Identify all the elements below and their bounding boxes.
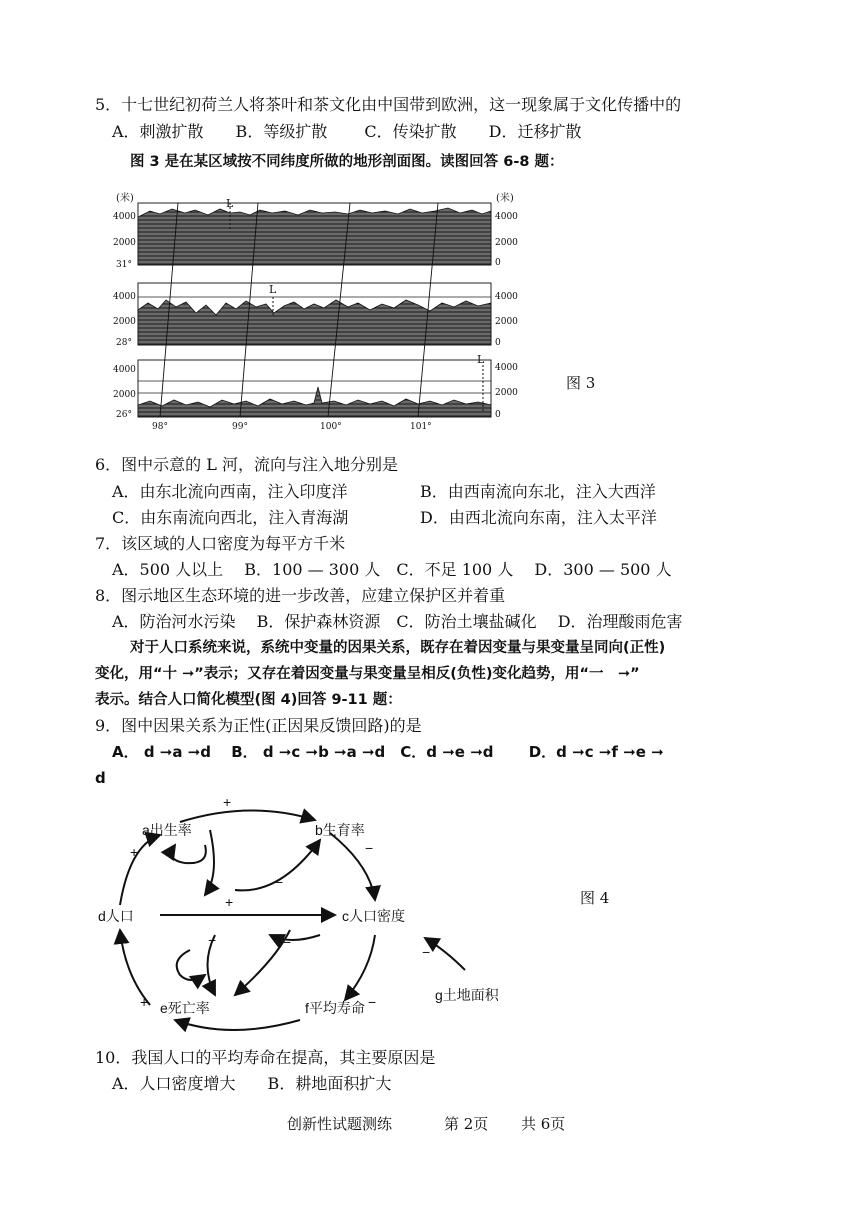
q8-stem: 8．图示地区生态环境的进一步改善，应建立保护区并着重	[95, 586, 506, 605]
node-a-birth-rate: a出生率	[142, 822, 192, 838]
sign-fe: −	[230, 1022, 239, 1038]
q6-option-c: C．由东南流向西北，注入青海湖	[112, 508, 349, 527]
p1-rtick-2000: 2000	[495, 238, 518, 248]
q5-options: A．刺激扩散 B．等级扩散 C．传染扩散 D．迁移扩散	[112, 122, 582, 141]
lon-101: 101°	[410, 422, 432, 432]
fig4-intro-line3: 表示。结合人口简化模型(图 4)回答 9-11 题：	[95, 692, 402, 708]
sign-ab: +	[223, 794, 232, 810]
lon-98: 98°	[152, 422, 168, 432]
fig4-intro-line1: 对于人口系统来说，系统中变量的因果关系，既存在着因变量与果变量呈同向(正性)	[130, 640, 666, 656]
sign-cb: −	[365, 840, 374, 856]
p3-ytick-2000: 2000	[113, 390, 136, 400]
q6-option-d: D．由西北流向东南，注入太平洋	[420, 508, 657, 527]
node-d-population: d人口	[98, 908, 134, 924]
node-g-land-area: g土地面积	[435, 987, 499, 1003]
unit-left: (米)	[116, 193, 134, 204]
node-b-fertility-rate: b生育率	[315, 822, 365, 838]
fig3-intro: 图 3 是在某区域按不同纬度所做的地形剖面图。读图回答 6-8 题：	[130, 154, 564, 170]
unit-right: (米)	[496, 193, 514, 204]
fig4-intro-line2: 变化，用“十 ➞”表示；又存在着因变量与果变量呈相反(负性)变化趋势，用“一 ➞”	[95, 666, 640, 682]
p2-ytick-2000: 2000	[113, 317, 136, 327]
node-f-life-expectancy: f平均寿命	[305, 1000, 365, 1016]
sign-cf2: −	[368, 994, 377, 1010]
p3-lat: 26°	[116, 410, 132, 420]
q6-option-b: B．由西南流向东北，注入大西洋	[420, 482, 656, 501]
q6-option-a: A．由东北流向西南，注入印度洋	[112, 482, 348, 501]
p1-river-label: L	[226, 197, 234, 210]
p1-lat: 31°	[116, 260, 132, 270]
sign-ba: −	[275, 874, 284, 890]
q8-options: A．防治河水污染 B．保护森林资源 C．防治土壤盐碱化 D．治理酸雨危害	[112, 612, 683, 631]
lon-100: 100°	[320, 422, 342, 432]
q6-stem: 6．图中示意的 L 河，流向与注入地分别是	[95, 455, 398, 474]
q7-options: A．500 人以上 B．100 — 300 人 C．不足 100 人 D．300 — 500 人	[112, 560, 672, 579]
q7-stem: 7．该区域的人口密度为每平方千米	[95, 534, 346, 553]
p3-ytick-4000: 4000	[113, 365, 136, 375]
lon-99: 99°	[232, 422, 248, 432]
p3-rtick-4000: 4000	[495, 363, 518, 373]
p1-rtick-4000: 4000	[495, 212, 518, 222]
p2-lat: 28°	[116, 338, 132, 348]
p2-rtick-2000: 2000	[495, 317, 518, 327]
p2-river-label: L	[269, 283, 277, 296]
p2-rtick-0: 0	[495, 338, 501, 348]
sign-dc: +	[225, 894, 234, 910]
p3-rtick-0: 0	[495, 410, 501, 420]
fig3-label: 图 3	[566, 374, 596, 392]
q5-stem: 5．十七世纪初荷兰人将茶叶和茶文化由中国带到欧洲，这一现象属于文化传播中的	[95, 95, 682, 114]
p3-rtick-2000: 2000	[495, 388, 518, 398]
footer-title: 创新性试题测练	[287, 1115, 393, 1133]
fig4-label: 图 4	[580, 889, 610, 907]
profile-panel-28	[138, 283, 491, 345]
profile-panel-31	[138, 203, 491, 265]
population-model-figure	[90, 794, 499, 1040]
q9-options-cont: d	[95, 769, 106, 787]
sign-da: +	[130, 844, 139, 860]
q9-options: A． d ➞a ➞d B． d ➞c ➞b ➞a ➞d C．d ➞e ➞d D．d ➞c ➞f ➞e ➞	[112, 743, 664, 761]
sign-cf: −	[283, 934, 292, 950]
sign-aa: +	[165, 844, 174, 860]
node-e-death-rate: e死亡率	[160, 1000, 210, 1016]
sign-ed: +	[140, 994, 149, 1010]
p2-rtick-4000: 4000	[495, 292, 518, 302]
p1-ytick-4000: 4000	[113, 212, 136, 222]
q10-options: A．人口密度增大 B．耕地面积扩大	[112, 1074, 392, 1093]
footer-page: 第 2页	[444, 1115, 489, 1133]
p3-river-label: L	[477, 353, 485, 366]
p1-ytick-2000: 2000	[113, 238, 136, 248]
node-c-density: c人口密度	[342, 908, 405, 924]
q10-stem: 10．我国人口的平均寿命在提高，其主要原因是	[95, 1048, 436, 1067]
p1-rtick-0: 0	[495, 258, 501, 268]
q9-stem: 9．图中因果关系为正性(正因果反馈回路)的是	[95, 716, 422, 735]
p2-ytick-4000: 4000	[113, 292, 136, 302]
sign-gc: −	[422, 944, 431, 960]
footer-total: 共 6页	[521, 1115, 566, 1133]
profile-panel-26	[138, 360, 491, 417]
sign-de: −	[208, 932, 217, 948]
terrain-profile-figure	[100, 185, 520, 430]
